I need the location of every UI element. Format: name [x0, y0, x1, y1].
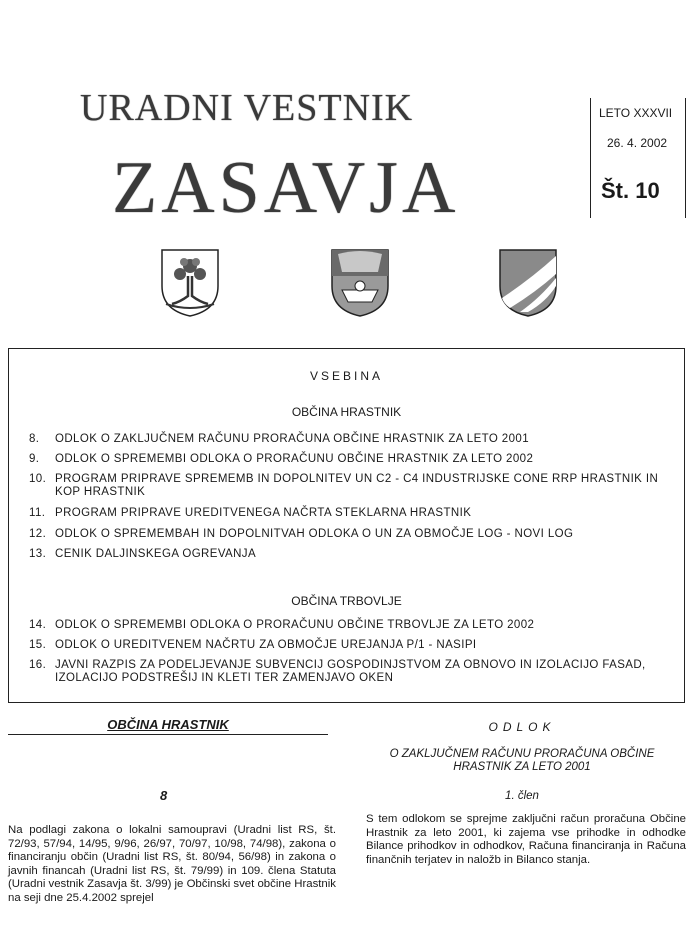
issue-number: Št. 10 — [601, 178, 660, 203]
hrastnik-crest-icon — [158, 246, 222, 318]
toc-item[interactable]: 13. CENIK DALJINSKEGA OGREVANJA — [29, 548, 257, 560]
act-heading: ODLOK — [488, 720, 556, 734]
act-title: O ZAKLJUČNEM RAČUNU PRORAČUNA OBČINE HRASTNIK ZA LETO 2001 — [389, 748, 655, 773]
article-label: 1. člen — [505, 790, 539, 802]
issue-date: 26. 4. 2002 — [607, 136, 668, 150]
toc-item[interactable]: 12. ODLOK O SPREMEMBAH IN DOPOLNITVAH ODLOKA O UN ZA OBMOČJE LOG - NOVI LOG — [29, 528, 574, 540]
toc-item[interactable]: 15. ODLOK O UREDITVENEM NAČRTU ZA OBMOČJE UREJANJA P/1 - NASIPI — [29, 639, 477, 651]
left-section-title: OBČINA HRASTNIK — [8, 717, 328, 735]
masthead-title-line1: URADNI VESTNIK — [80, 87, 414, 129]
contents-section-trbovlje: OBČINA TRBOVLJE — [291, 594, 402, 608]
toc-item[interactable]: 10. PROGRAM PRIPRAVE SPREMEMB IN DOPOLNITEV UN C2 - C4 INDUSTRIJSKE CONE RRP HRASTNIK IN KOP HRASTNIK — [29, 473, 659, 498]
zagorje-crest-icon — [496, 246, 560, 318]
article-paragraph: S tem odlokom se sprejme zaključni račun proračuna Občine Hrastnik za leto 2001, ki zajema vse prihodke in odhodke Bilance prihodkov in odhodkov, Računa financiranja in Računa finančnih terjatev in naložb in Bilanco stanja. — [366, 813, 686, 866]
toc-item[interactable]: 16. JAVNI RAZPIS ZA PODELJEVANJE SUBVENCIJ GOSPODINJSTVOM ZA OBNOVO IN IZOLACIJO FASAD, IZOLACIJO PODSTREŠIJ IN KLETI TER ZAMENJAVO OKEN — [29, 659, 646, 684]
toc-item[interactable]: 8. ODLOK O ZAKLJUČNEM RAČUNU PRORAČUNA OBČINE HRASTNIK ZA LETO 2001 — [29, 433, 529, 445]
trbovlje-crest-icon — [328, 246, 392, 318]
act-number: 8 — [160, 788, 168, 803]
masthead-title-line2: ZASAVJA — [112, 147, 460, 229]
toc-item[interactable]: 14. ODLOK O SPREMEMBI ODLOKA O PRORAČUNU OBČINE TRBOVLJE ZA LETO 2002 — [29, 619, 535, 631]
toc-item[interactable]: 11. PROGRAM PRIPRAVE UREDITVENEGA NAČRTA STEKLARNA HRASTNIK — [29, 507, 472, 519]
preamble-paragraph: Na podlagi zakona o lokalni samoupravi (Uradni list RS, št. 72/93, 57/94, 14/95, 9/96, 26/97, 70/97, 10/98, 74/98), zakona o financiranju občin (Uradni list RS, št. 80/94, 56/98) in zakona o javnih financah (Uradni list RS, št. 79/99) in 109. člena Statuta (Uradni vestnik Zasavja št. 3/99) je Občinski svet občine Hrastnik na seji dne 25.4.2002 sprejel — [8, 824, 336, 904]
contents-section-hrastnik: OBČINA HRASTNIK — [291, 405, 402, 419]
toc-item[interactable]: 9. ODLOK O SPREMEMBI ODLOKA O PRORAČUNU OBČINE HRASTNIK ZA LETO 2002 — [29, 453, 534, 465]
issue-year: LETO XXXVII — [599, 106, 673, 120]
issue-info-box — [590, 98, 686, 218]
contents-heading: VSEBINA — [309, 369, 384, 383]
contents-box — [8, 348, 685, 703]
